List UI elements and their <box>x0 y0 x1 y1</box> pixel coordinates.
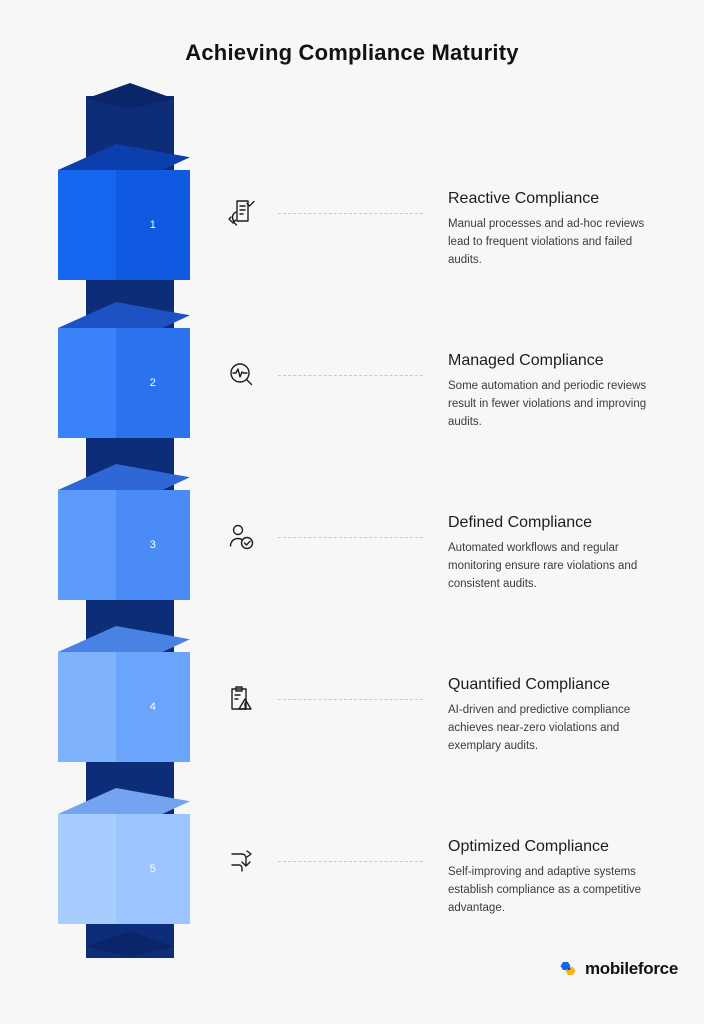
cube-number: 4 <box>149 701 157 713</box>
connector-dashed-line <box>278 375 423 376</box>
cube-body <box>58 490 190 600</box>
connector-dashed-line <box>278 861 423 862</box>
brand-logo <box>556 958 678 980</box>
cube-body <box>58 652 190 762</box>
step-row-1 <box>210 116 670 286</box>
user-check-icon <box>218 514 264 560</box>
cube-number: 3 <box>149 539 157 551</box>
cube-number: 1 <box>149 219 157 231</box>
connector-dashed-line <box>278 537 423 538</box>
connector-dashed-line <box>278 699 423 700</box>
cube-body <box>58 328 190 438</box>
clipboard-alert-icon <box>218 676 264 722</box>
step-description: Automated workflows and regular monitoring ensure rare violations and consistent audits. <box>448 542 638 590</box>
step-title: Managed Compliance <box>448 352 604 369</box>
cube-number: 2 <box>149 377 157 389</box>
cube-body <box>58 814 190 924</box>
document-check-hand-icon <box>218 190 264 236</box>
step-description: AI-driven and predictive compliance achieves near-zero violations and exemplary audits. <box>448 704 631 752</box>
cube-left-face <box>58 652 116 762</box>
step-row-5 <box>210 764 670 934</box>
cube-left-face <box>58 814 116 924</box>
step-title: Defined Compliance <box>448 514 593 531</box>
pulse-magnifier-icon <box>218 352 264 398</box>
flow-arrow-icon <box>218 838 264 884</box>
step-description: Self-improving and adaptive systems establish compliance as a competitive advantage. <box>448 866 642 914</box>
connector-dashed-line <box>278 213 423 214</box>
logo-wordmark: mobileforce <box>584 959 678 978</box>
step-title: Quantified Compliance <box>448 676 610 693</box>
step-title: Reactive Compliance <box>448 190 600 207</box>
step-row-3 <box>210 440 670 610</box>
cube-left-face <box>58 328 116 438</box>
page-title: Achieving Compliance Maturity <box>185 40 519 65</box>
step-title: Optimized Compliance <box>448 838 609 855</box>
step-row-2 <box>210 278 670 448</box>
cube-left-face <box>58 490 116 600</box>
cube-body <box>58 170 190 280</box>
cube-number: 5 <box>149 863 157 875</box>
step-description: Some automation and periodic reviews result in fewer violations and improving audits. <box>448 380 647 428</box>
step-description: Manual processes and ad-hoc reviews lead to frequent violations and failed audits. <box>448 218 645 266</box>
step-row-4 <box>210 602 670 772</box>
cube-left-face <box>58 170 116 280</box>
step-description-list <box>210 96 670 958</box>
maturity-cube-stack <box>50 96 210 958</box>
mobileforce-logo-icon <box>556 958 578 980</box>
